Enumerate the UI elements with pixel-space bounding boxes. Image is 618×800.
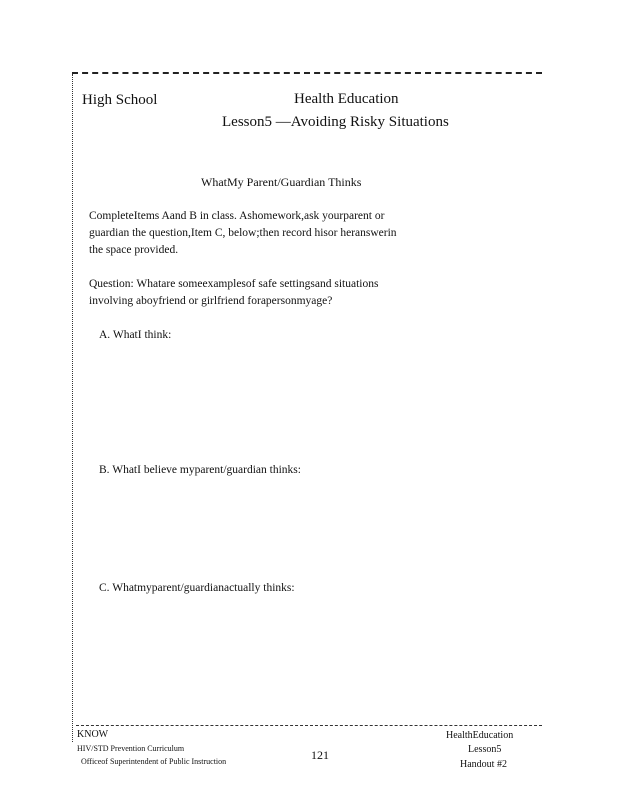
footer-lesson: Lesson5 bbox=[468, 744, 502, 755]
item-c-label: C. Whatmyparent/guardianactually thinks: bbox=[99, 582, 295, 594]
handout-title: WhatMy Parent/Guardian Thinks bbox=[201, 175, 362, 189]
footer-handout: Handout #2 bbox=[460, 759, 507, 770]
page-number: 121 bbox=[311, 748, 329, 762]
question-line-1: Question: Whatare someexamplesof safe settingsand situations bbox=[89, 278, 379, 290]
item-b-label: B. WhatI believe myparent/guardian thinks: bbox=[99, 464, 301, 476]
left-border bbox=[72, 74, 73, 742]
instructions-line-2: guardian the question,Item C, below;then record hisor heranswerin bbox=[89, 227, 397, 239]
question-line-2: involving aboyfriend or girlfriend forapersonmyage? bbox=[89, 295, 333, 307]
header-lesson-title: Lesson5 —Avoiding Risky Situations bbox=[222, 114, 449, 130]
instructions-line-1: CompleteItems Aand B in class. Ashomework,ask yourparent or bbox=[89, 210, 385, 222]
instructions-line-3: the space provided. bbox=[89, 244, 179, 256]
top-border bbox=[72, 72, 542, 74]
footer-health-education: HealthEducation bbox=[446, 730, 514, 741]
footer-divider bbox=[76, 725, 542, 726]
footer-office: Officeof Superintendent of Public Instruction bbox=[81, 757, 227, 766]
item-a-label: A. WhatI think: bbox=[99, 329, 172, 341]
header-subject: Health Education bbox=[294, 91, 399, 107]
header-school-level: High School bbox=[82, 92, 158, 108]
footer-curriculum: HIV/STD Prevention Curriculum bbox=[77, 744, 185, 753]
footer-know: KNOW bbox=[77, 729, 109, 740]
